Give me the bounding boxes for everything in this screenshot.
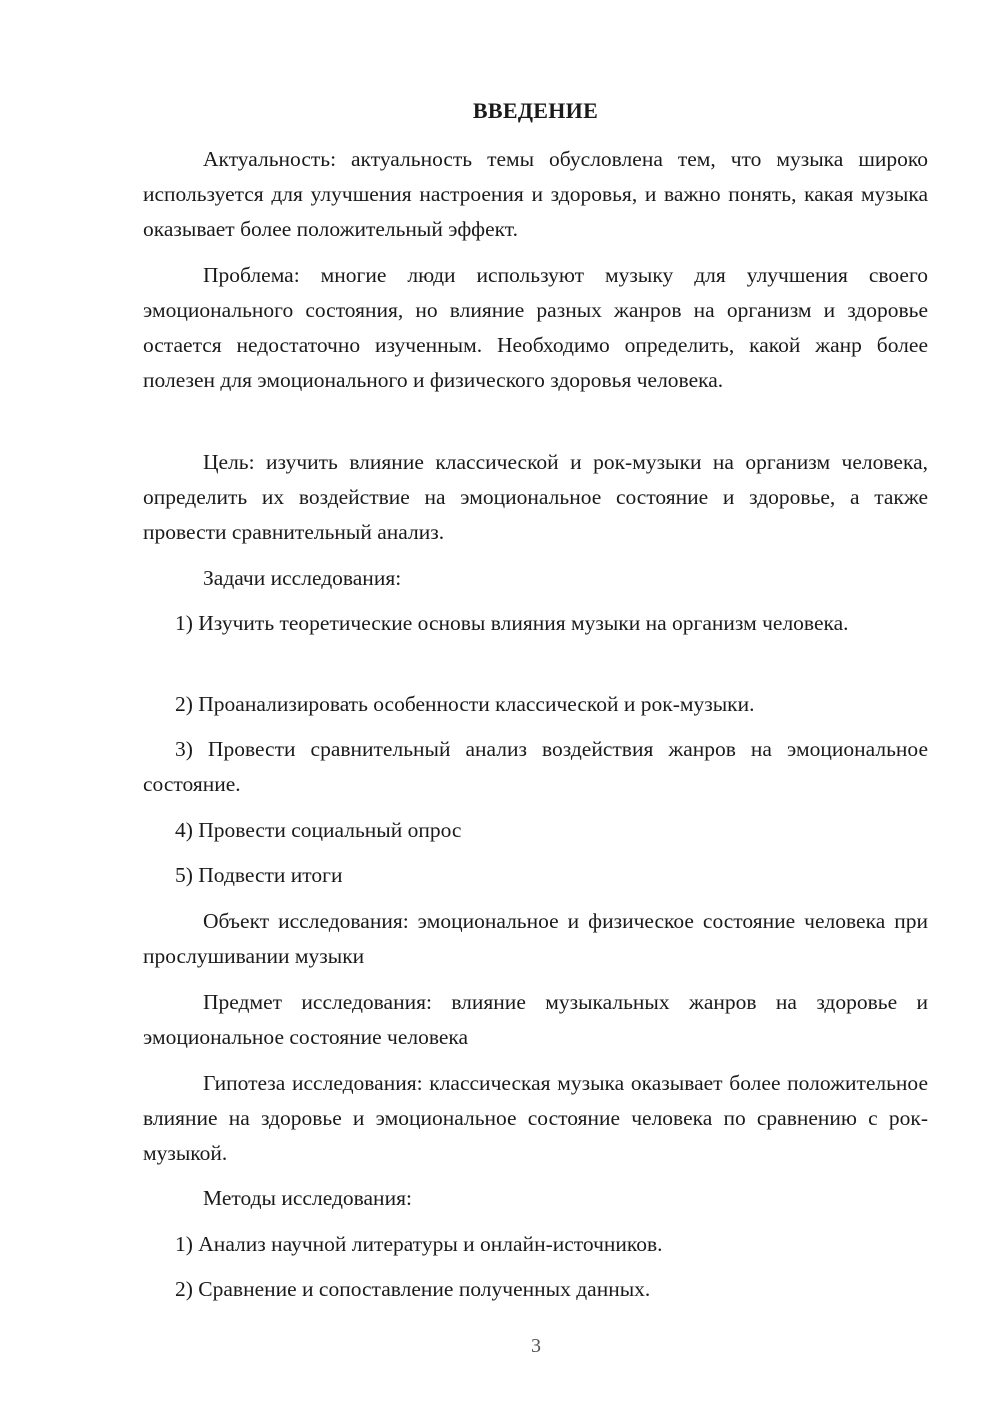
task-item-5: 5) Подвести итоги	[175, 863, 343, 887]
task-item-2: 2) Проанализировать особенности классической и рок-музыки.	[175, 692, 755, 716]
object-paragraph: Объект исследования: эмоциональное и физическое состояние человека при прослушивании музыки	[143, 909, 928, 968]
goal-paragraph: Цель: изучить влияние классической и рок-музыки на организм человека, определить их воздействие на эмоциональное состояние и здоровье, а также провести сравнительный анализ.	[143, 450, 928, 544]
methods-title: Методы исследования:	[203, 1186, 412, 1210]
task-item-3: 3) Провести сравнительный анализ воздействия жанров на эмоциональное состояние.	[143, 737, 928, 796]
relevance-paragraph: Актуальность: актуальность темы обусловлена тем, что музыка широко используется для улучшения настроения и здоровья, и важно понять, какая музыка оказывает более положительный эффект.	[143, 147, 928, 241]
method-item-1: 1) Анализ научной литературы и онлайн-источников.	[175, 1232, 663, 1256]
task-item-4: 4) Провести социальный опрос	[175, 818, 462, 842]
section-heading: ВВЕДЕНИЕ	[472, 98, 599, 123]
hypothesis-paragraph: Гипотеза исследования: классическая музыка оказывает более положительное влияние на здоровье и эмоциональное состояние человека по сравнению с рок-музыкой.	[143, 1071, 928, 1165]
task-item-1: 1) Изучить теоретические основы влияния музыки на организм человека.	[175, 611, 849, 635]
problem-paragraph: Проблема: многие люди используют музыку для улучшения своего эмоционального состояния, но влияние разных жанров на организм и здоровье остается недостаточно изученным. Необходимо определить, какой жанр более полезен для эмоционального и физического здоровья человека.	[143, 263, 928, 392]
page-number: 3	[531, 1335, 541, 1357]
tasks-title: Задачи исследования:	[203, 566, 402, 590]
subject-paragraph: Предмет исследования: влияние музыкальных жанров на здоровье и эмоциональное состояние человека	[143, 990, 928, 1049]
method-item-2: 2) Сравнение и сопоставление полученных данных.	[175, 1277, 651, 1301]
